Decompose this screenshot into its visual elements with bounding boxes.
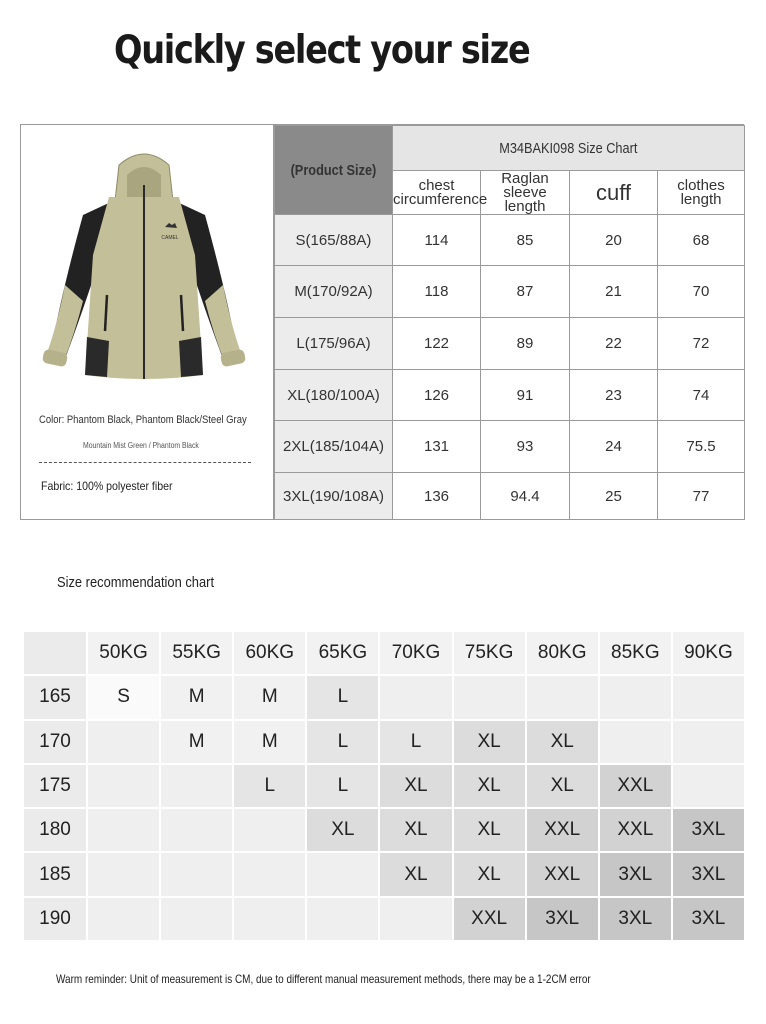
size-cell xyxy=(234,898,305,940)
size-cell xyxy=(673,765,744,807)
cuff-value: 21 xyxy=(570,266,658,318)
size-cell: XXL xyxy=(600,765,671,807)
page-title: Quickly select your size xyxy=(114,28,530,73)
size-label: 3XL(190/108A) xyxy=(275,473,393,520)
height-label: 175 xyxy=(24,765,86,807)
size-cell: M xyxy=(161,676,232,718)
table-row xyxy=(275,266,745,318)
size-cell xyxy=(161,853,232,895)
col-head-cuff: cuff xyxy=(570,171,658,215)
sleeve-value: 93 xyxy=(481,421,570,473)
height-label: 190 xyxy=(24,898,86,940)
size-cell xyxy=(527,676,598,718)
size-cell xyxy=(673,721,744,763)
size-cell: M xyxy=(161,721,232,763)
col-head-length: clothes length xyxy=(658,171,745,215)
table-row xyxy=(275,421,745,473)
height-label: 165 xyxy=(24,676,86,718)
chest-value: 122 xyxy=(393,318,481,370)
size-cell xyxy=(234,809,305,851)
height-label: 180 xyxy=(24,809,86,851)
size-cell: XL xyxy=(380,853,451,895)
size-cell xyxy=(161,898,232,940)
weight-label: 90KG xyxy=(673,632,744,674)
size-cell xyxy=(307,898,378,940)
cuff-value: 23 xyxy=(570,370,658,421)
size-table xyxy=(274,125,745,520)
table-row xyxy=(275,473,745,520)
size-cell: L xyxy=(380,721,451,763)
color-options: Color: Phantom Black, Phantom Black/Steel Gray xyxy=(39,414,247,426)
height-label: 170 xyxy=(24,721,86,763)
size-cell: XXL xyxy=(454,898,525,940)
size-cell: 3XL xyxy=(673,853,744,895)
table-row xyxy=(24,809,744,851)
length-value: 70 xyxy=(658,266,745,318)
fabric-info: Fabric: 100% polyester fiber xyxy=(41,479,173,493)
table-row xyxy=(275,370,745,421)
weight-label: 75KG xyxy=(454,632,525,674)
size-cell: XL xyxy=(380,765,451,807)
jacket-image xyxy=(39,145,249,385)
sleeve-value: 87 xyxy=(481,266,570,318)
size-cell: XL xyxy=(527,765,598,807)
weight-label: 60KG xyxy=(234,632,305,674)
size-label: 2XL(185/104A) xyxy=(275,421,393,473)
size-cell: M xyxy=(234,721,305,763)
cuff-value: 20 xyxy=(570,215,658,266)
weight-label: 80KG xyxy=(527,632,598,674)
size-chart-panel xyxy=(20,124,744,520)
sleeve-value: 85 xyxy=(481,215,570,266)
size-cell: 3XL xyxy=(673,809,744,851)
size-cell xyxy=(673,676,744,718)
product-panel xyxy=(21,125,274,519)
table-row xyxy=(24,765,744,807)
size-cell xyxy=(88,765,159,807)
weight-header-row xyxy=(24,632,744,674)
product-size-header: (Product Size) xyxy=(275,126,393,215)
chest-value: 114 xyxy=(393,215,481,266)
recommendation-table xyxy=(22,630,746,942)
size-cell: XL xyxy=(454,809,525,851)
size-label: XL(180/100A) xyxy=(275,370,393,421)
length-value: 68 xyxy=(658,215,745,266)
size-cell: 3XL xyxy=(600,898,671,940)
corner-cell xyxy=(24,632,86,674)
size-cell xyxy=(600,721,671,763)
sleeve-value: 89 xyxy=(481,318,570,370)
weight-label: 55KG xyxy=(161,632,232,674)
size-chart-title: M34BAKI098 Size Chart xyxy=(393,126,745,171)
sleeve-value: 94.4 xyxy=(481,473,570,520)
col-head-chest: chest circumference xyxy=(393,171,481,215)
chest-value: 126 xyxy=(393,370,481,421)
col-head-sleeve: Raglan sleeve length xyxy=(481,171,570,215)
size-cell xyxy=(380,676,451,718)
size-cell: 3XL xyxy=(673,898,744,940)
footer-note: Warm reminder: Unit of measurement is CM, due to different manual measurement methods, there may be a 1-2CM error xyxy=(56,972,591,986)
size-cell xyxy=(88,898,159,940)
chest-value: 118 xyxy=(393,266,481,318)
size-cell: L xyxy=(234,765,305,807)
size-cell: L xyxy=(307,721,378,763)
size-cell xyxy=(234,853,305,895)
size-cell: XL xyxy=(454,721,525,763)
size-cell: 3XL xyxy=(527,898,598,940)
size-cell xyxy=(454,676,525,718)
logo-text: CAMEL xyxy=(161,235,179,241)
size-cell: XXL xyxy=(600,809,671,851)
size-cell: XL xyxy=(380,809,451,851)
weight-label: 70KG xyxy=(380,632,451,674)
length-value: 74 xyxy=(658,370,745,421)
table-row xyxy=(24,676,744,718)
length-value: 75.5 xyxy=(658,421,745,473)
size-cell: S xyxy=(88,676,159,718)
height-label: 185 xyxy=(24,853,86,895)
size-cell xyxy=(161,765,232,807)
cuff-value: 22 xyxy=(570,318,658,370)
size-cell: XL xyxy=(527,721,598,763)
size-cell xyxy=(88,853,159,895)
weight-label: 85KG xyxy=(600,632,671,674)
weight-label: 50KG xyxy=(88,632,159,674)
size-cell xyxy=(600,676,671,718)
size-cell xyxy=(161,809,232,851)
table-row xyxy=(24,853,744,895)
size-cell: M xyxy=(234,676,305,718)
size-cell: XL xyxy=(307,809,378,851)
sleeve-value: 91 xyxy=(481,370,570,421)
table-row xyxy=(275,318,745,370)
size-cell xyxy=(380,898,451,940)
cuff-value: 24 xyxy=(570,421,658,473)
size-label: M(170/92A) xyxy=(275,266,393,318)
size-cell: XL xyxy=(454,853,525,895)
weight-label: 65KG xyxy=(307,632,378,674)
chest-value: 136 xyxy=(393,473,481,520)
size-cell: L xyxy=(307,676,378,718)
length-value: 72 xyxy=(658,318,745,370)
table-row xyxy=(275,215,745,266)
size-cell: XXL xyxy=(527,809,598,851)
cuff-value: 25 xyxy=(570,473,658,520)
size-cell: XXL xyxy=(527,853,598,895)
size-label: S(165/88A) xyxy=(275,215,393,266)
size-cell xyxy=(88,721,159,763)
chest-value: 131 xyxy=(393,421,481,473)
size-cell: XL xyxy=(454,765,525,807)
size-cell: 3XL xyxy=(600,853,671,895)
length-value: 77 xyxy=(658,473,745,520)
color-options-sub: Mountain Mist Green / Phantom Black xyxy=(83,441,199,450)
size-cell: L xyxy=(307,765,378,807)
table-row xyxy=(24,721,744,763)
recommendation-title: Size recommendation chart xyxy=(57,574,215,591)
table-row xyxy=(24,898,744,940)
size-label: L(175/96A) xyxy=(275,318,393,370)
size-cell xyxy=(307,853,378,895)
size-cell xyxy=(88,809,159,851)
divider xyxy=(39,462,251,463)
